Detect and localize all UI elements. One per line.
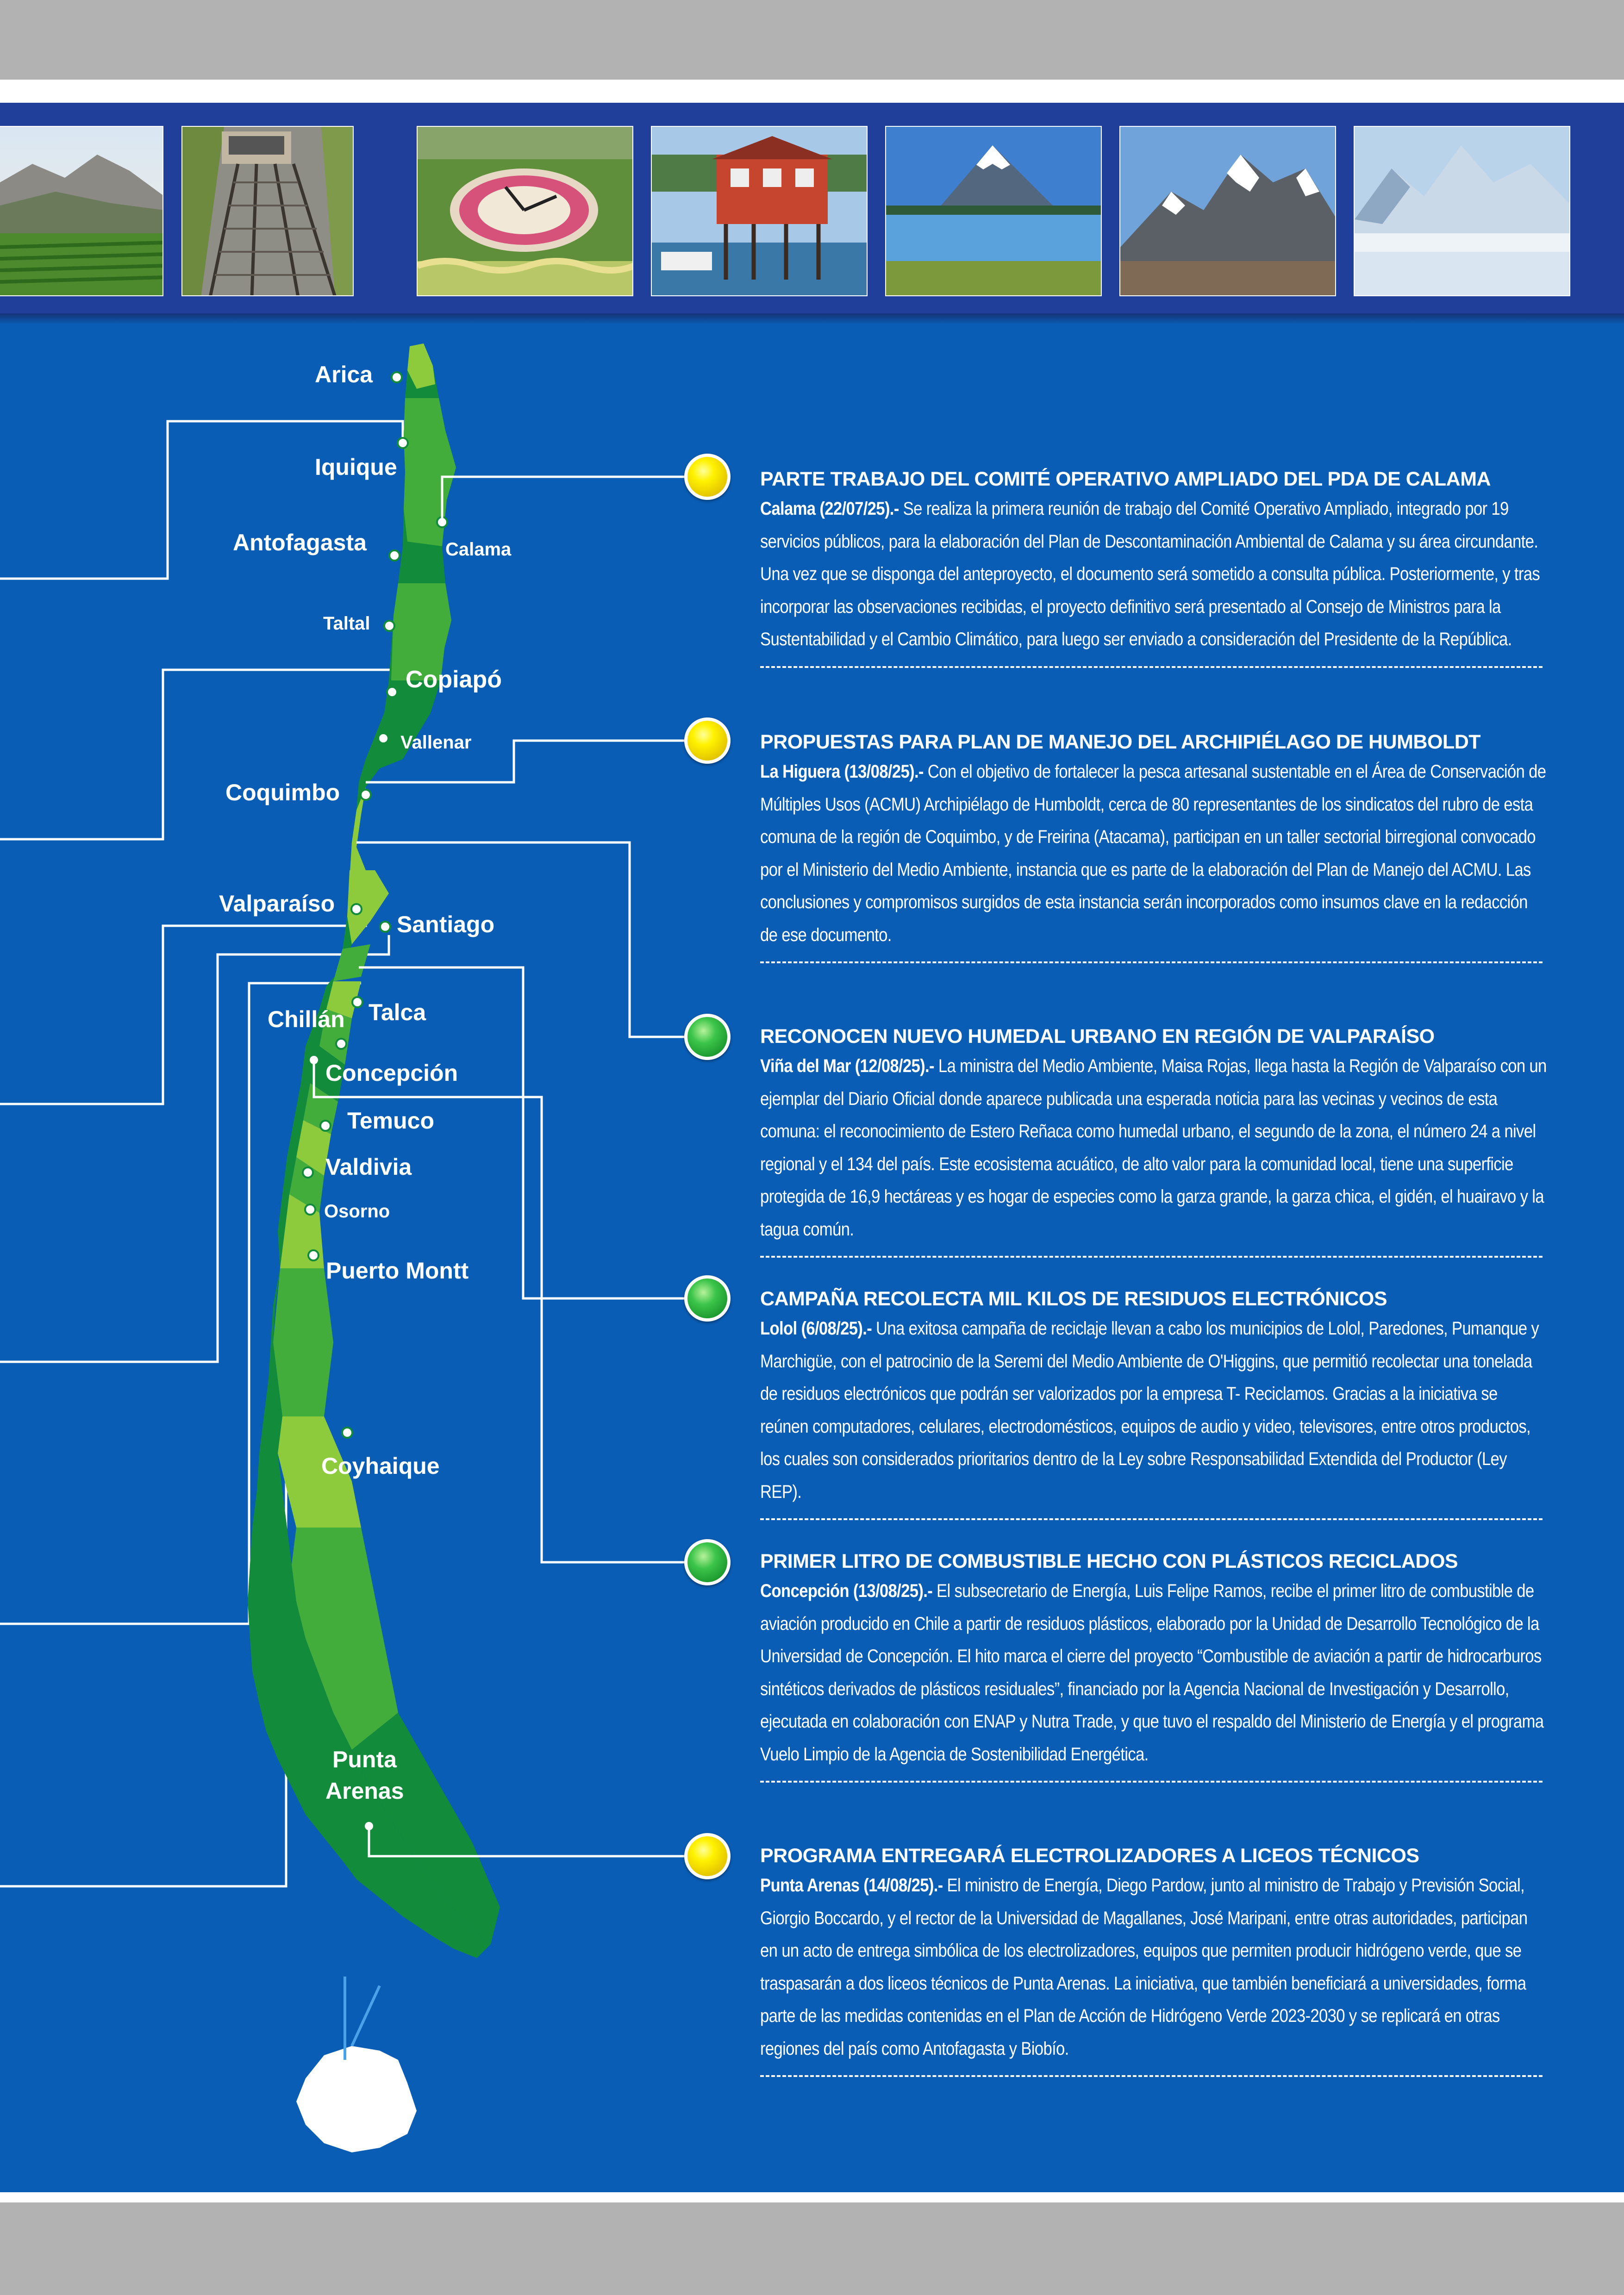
news-body [760,1312,1547,1508]
news-item-1 [760,466,1547,668]
news-body [760,1869,1547,2065]
news-text: Una exitosa campaña de reciclaje llevan a cabo los municipios de Lolol, Paredones, Pumanque y Marchigüe, con el patrocinio de la Seremi del Medio Ambiente de O'Higgins, que permitió recolectar una tonelada de residuos electrónicos que podrán ser valorizados por la empresa T- Reciclamos. Gracias a la iniciativa se reúnen computadores, celulares, electrodomésticos, equipos de audio y video, televisores, entre otros productos, los cuales son considerados prioritarios dentro de la Ley sobre Responsabilidad Extendida del Productor (Ley REP). [760,1318,1539,1502]
city-marker-chillan [336,1039,346,1049]
news-title: PARTE TRABAJO DEL COMITÉ OPERATIVO AMPLIADO DEL PDA DE CALAMA [760,468,1491,490]
city-label-punta-arenas-1: Punta [332,1746,397,1772]
news-lead: Calama (22/07/25).- [760,499,899,519]
city-label-calama: Calama [445,539,512,560]
news-item-3 [760,1023,1547,1258]
news-title: PRIMER LITRO DE COMBUSTIBLE HECHO CON PLÁSTICOS RECICLADOS [760,1550,1458,1572]
city-label-osorno: Osorno [324,1201,390,1222]
city-label-santiago: Santiago [397,911,495,937]
city-marker-puerto-montt [308,1250,319,1260]
city-label-coquimbo: Coquimbo [225,780,340,805]
city-label-vallenar: Vallenar [400,732,472,753]
news-lead: La Higuera (13/08/25).- [760,761,924,782]
city-marker-santiago [380,922,390,932]
city-marker-copiapo [387,687,397,697]
news-divider [760,666,1543,668]
news-text: El ministro de Energía, Diego Pardow, junto al ministro de Trabajo y Previsión Social, Giorgio Boccardo, y el rector de la Universidad de Magallanes, José Maripani, entre otras autoridades, participan en un acto de entrega simbólica de los electrolizadores, equipos que permiten producir hidrógeno verde, que se traspasarán a dos liceos técnicos de Punta Arenas. La iniciativa, que también beneficiará a universidades, forma parte de las medidas contenidas en el Plan de Acción de Hidrógeno Verde 2023-2030 y se replicará en otras regiones del país como Antofagasta y Biobío. [760,1875,1528,2059]
city-label-arica: Arica [315,362,373,387]
city-label-chillan: Chillán [268,1006,345,1032]
news-body [760,755,1547,951]
city-label-temuco: Temuco [347,1108,434,1134]
news-body [760,493,1547,656]
city-label-copiapo: Copiapó [406,666,502,693]
news-text: El subsecretario de Energía, Luis Felipe Ramos, recibe el primer litro de combustible de aviación producido en Chile a partir de residuos plásticos, elaborado por la Unidad de Desarrollo Tecnológico de la Universidad de Concepción. El hito marca el cierre del proyecto “Combustible de aviación a partir de hidrocarburos sintéticos derivados de plásticos residuales”, financiado por la Agencia Nacional de Investigación y Desarrollo, ejecutada en colaboración con ENAP y Nutra Trade, y que tuvo el respaldo del Ministerio de Energía y el programa Vuelo Limpio de la Agencia de Sostenibilidad Energética. [760,1581,1544,1765]
news-divider [760,2075,1543,2077]
news-title: PROGRAMA ENTREGARÁ ELECTROLIZADORES A LICEOS TÉCNICOS [760,1845,1419,1867]
news-divider [760,1781,1543,1783]
news-body [760,1050,1547,1246]
news-bullet-2 [684,717,731,764]
news-text: Se realiza la primera reunión de trabajo del Comité Operativo Ampliado, integrado por 19 servicios públicos, para la elaboración del Plan de Descontaminación Ambiental de Calama y su área circundante. Una vez que se disponga del anteproyecto, el documento será sometido a consulta pública. Posteriormente, y tras incorporar las observaciones recibidas, el proyecto definitivo será presentado al Consejo de Ministros para la Sustentabilidad y el Cambio Climático, para luego ser enviado a consideración del Presidente de la República. [760,499,1540,649]
news-bullet-3 [684,1014,731,1060]
news-divider [760,1256,1543,1258]
city-marker-iquique [398,438,408,448]
news-bullet-5 [684,1539,731,1585]
news-divider [760,961,1543,963]
city-label-antofagasta: Antofagasta [233,530,367,555]
city-marker-taltal [384,621,394,631]
city-marker-antofagasta [389,550,400,561]
city-label-taltal: Taltal [323,613,370,634]
city-marker-coyhaique [342,1428,352,1438]
news-title: RECONOCEN NUEVO HUMEDAL URBANO EN REGIÓN DE VALPARAÍSO [760,1025,1435,1048]
city-label-punta-arenas-2: Arenas [325,1778,404,1804]
news-bullet-1 [684,454,731,500]
news-lead: Lolol (6/08/25).- [760,1318,872,1339]
city-marker-osorno [305,1204,315,1215]
news-title: PROPUESTAS PARA PLAN DE MANEJO DEL ARCHIPIÉLAGO DE HUMBOLDT [760,731,1481,753]
city-label-valparaiso: Valparaíso [219,891,335,917]
city-marker-temuco [320,1121,331,1131]
city-marker-talca [352,997,362,1007]
news-bullet-4 [684,1275,731,1322]
news-item-4 [760,1285,1547,1520]
news-item-2 [760,729,1547,963]
city-marker-arica [392,372,402,382]
news-lead: Punta Arenas (14/08/25).- [760,1875,943,1896]
city-label-concepcion: Concepción [325,1060,458,1086]
news-item-6 [760,1842,1547,2077]
city-marker-valdivia [303,1167,313,1178]
city-label-talca: Talca [369,999,426,1025]
news-bullet-6 [684,1833,731,1879]
news-body [760,1575,1547,1771]
city-marker-valparaiso [351,904,362,914]
news-item-5 [760,1548,1547,1783]
city-label-coyhaique: Coyhaique [321,1453,440,1479]
news-divider [760,1518,1543,1520]
news-lead: Viña del Mar (12/08/25).- [760,1056,934,1076]
news-lead: Concepción (13/08/25).- [760,1581,933,1601]
city-marker-vallenar [378,733,388,743]
news-title: CAMPAÑA RECOLECTA MIL KILOS DE RESIDUOS ELECTRÓNICOS [760,1288,1387,1310]
news-text: Con el objetivo de fortalecer la pesca artesanal sustentable en el Área de Conservación de Múltiples Usos (ACMU) Archipiélago de Humboldt, cerca de 80 representantes de los sindicatos del rubro de esta comuna de la región de Coquimbo, y de Freirina (Atacama), participan en un taller sectorial birregional convocado por el Ministerio del Medio Ambiente, instancia que es parte de la elaboración del Plan de Manejo del ACMU. Las conclusiones y compromisos surgidos de esta instancia serán incorporados como insumos clave en la redacción de ese documento. [760,761,1546,945]
news-text: La ministra del Medio Ambiente, Maisa Rojas, llega hasta la Región de Valparaíso con un ejemplar del Diario Oficial donde aparece publicada una esperada noticia para las vecinas y vecinos de esta comuna: el reconocimiento de Estero Reñaca como humedal urbano, el segundo de la zona, el número 24 a nivel regional y el 134 del país. Este ecosistema acuático, de alto valor para la comunidad local, tiene una superficie protegida de 16,9 hectáreas y es hogar de especies como la garza grande, la garza chica, el gidén, el huairavo y la tagua común. [760,1056,1547,1240]
city-label-valdivia: Valdivia [325,1154,412,1180]
city-label-iquique: Iquique [315,454,397,480]
city-label-puerto-montt: Puerto Montt [326,1258,469,1284]
city-marker-coquimbo [361,790,371,800]
